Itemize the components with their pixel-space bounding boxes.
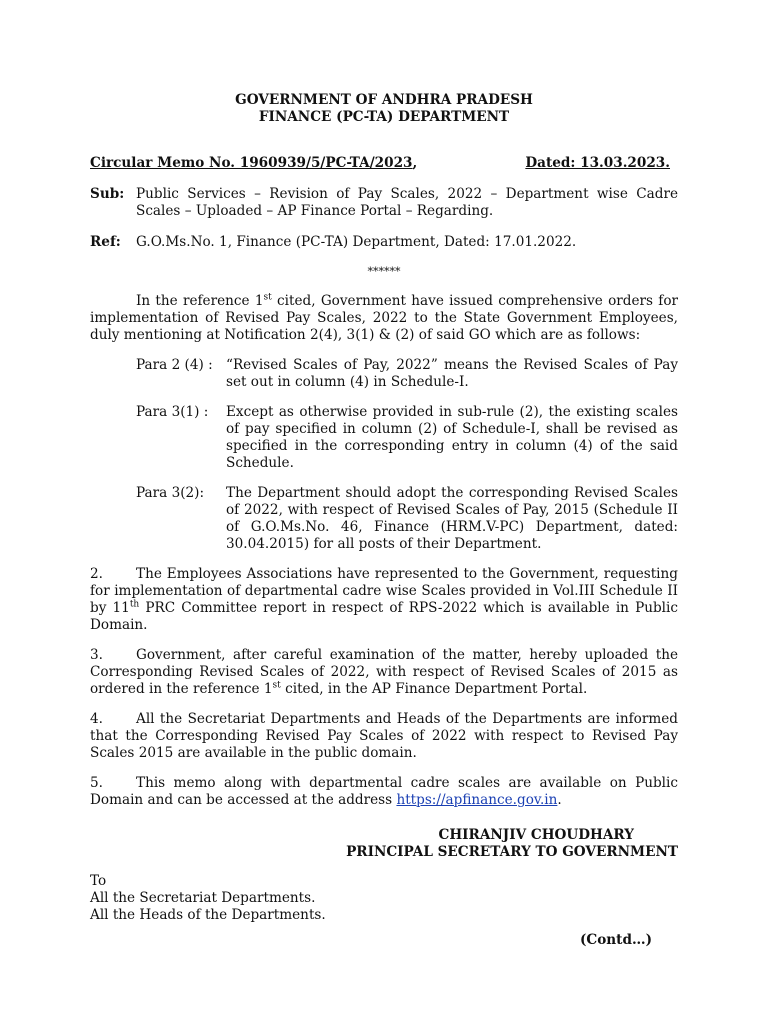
continued-marker: (Contd…)	[579, 932, 652, 948]
recipient-line: All the Heads of the Departments.	[90, 907, 326, 923]
recipient-line: All the Secretariat Departments.	[90, 890, 316, 906]
point-3-sup: st	[272, 680, 281, 691]
point-3-text-1: Government, after careful examination of the matter, hereby uploaded the Corresponding Revised Scales of 2022, with respect of Revised Scales of 2015 as ordered in the reference 1	[90, 647, 678, 697]
recipients-to: To	[90, 873, 107, 889]
intro-text-2: cited, Government have issued comprehensive orders for implementation of Revised Pay Scales, 2022 to the State Government Employees, duly mentioning at Notification 2(4), 3(1) & (2) of said GO which are as follows:	[90, 293, 679, 343]
point-number: 3.	[90, 647, 103, 663]
point-5-text-2: .	[557, 792, 562, 808]
point-number: 4.	[90, 711, 103, 727]
point-5	[90, 775, 678, 809]
point-number: 2.	[90, 566, 103, 582]
signatory-name: CHIRANJIV CHOUDHARY	[438, 827, 634, 843]
para-text: “Revised Scales of Pay, 2022” means the Revised Scales of Pay set out in column (4) in Schedule-I.	[226, 357, 678, 390]
reference-label: Ref:	[90, 234, 121, 250]
para-label: Para 3(1) :	[136, 404, 209, 420]
memo-date: Dated: 13.03.2023.	[525, 155, 670, 171]
memo-number-group	[90, 155, 417, 172]
subject-text: Public Services – Revision of Pay Scales, 2022 – Department wise Cadre Scales – Uploaded – AP Finance Portal – Regarding.	[136, 186, 678, 219]
memo-line	[90, 155, 678, 172]
point-3-text-2: cited, in the AP Finance Department Portal.	[280, 681, 588, 697]
point-2-text-2: PRC Committee report in respect of RPS-2022 which is available in Public Domain.	[90, 600, 678, 633]
para-item	[136, 357, 678, 391]
subject-row	[90, 186, 678, 220]
para-label: Para 3(2):	[136, 485, 205, 501]
intro-text-1: In the reference 1	[136, 293, 264, 309]
para-item	[136, 404, 678, 472]
memo-number: Circular Memo No. 1960939/5/PC-TA/2023	[90, 155, 413, 171]
para-text: Except as otherwise provided in sub-rule (2), the existing scales of pay specified in column (2) of Schedule-I, shall be revised as specified in the corresponding entry in column (4) of the said Schedule.	[226, 404, 678, 471]
para-label: Para 2 (4) :	[136, 357, 213, 373]
point-2-text-1: The Employees Associations have represented to the Government, requesting for implementation of departmental cadre wise Scales provided in Vol.III Schedule II by 11	[90, 566, 678, 616]
memo-number-suffix: ,	[412, 155, 418, 171]
point-number: 5.	[90, 775, 103, 791]
header-government: GOVERNMENT OF ANDHRA PRADESH	[235, 92, 533, 108]
reference-text: G.O.Ms.No. 1, Finance (PC-TA) Department, Dated: 17.01.2022.	[136, 234, 577, 250]
intro-paragraph	[90, 293, 678, 344]
point-5-text-1: This memo along with departmental cadre scales are available on Public Domain and can be accessed at the address	[90, 775, 678, 808]
signatory-title: PRINCIPAL SECRETARY TO GOVERNMENT	[346, 844, 678, 860]
para-text: The Department should adopt the corresponding Revised Scales of 2022, with respect of Revised Scales of Pay, 2015 (Schedule II of G.O.Ms.No. 46, Finance (HRM.V-PC) Department, dated: 30.04.2015) for all posts of their Department.	[226, 485, 678, 552]
reference-row	[90, 234, 678, 251]
point-2	[90, 566, 678, 634]
memo-document	[90, 92, 678, 949]
apfinance-link[interactable]: https://apfinance.gov.in	[396, 792, 558, 808]
separator: ******	[367, 265, 401, 278]
recipients-block	[90, 873, 678, 924]
intro-sup: st	[263, 292, 272, 303]
subject-label: Sub:	[90, 186, 125, 202]
point-2-sup: th	[129, 599, 140, 610]
point-3	[90, 647, 678, 698]
point-4-text: All the Secretariat Departments and Heads of the Departments are informed that the Corresponding Revised Pay Scales of 2022 with respect to Revised Pay Scales 2015 are available in the public domain.	[90, 711, 678, 761]
header-department: FINANCE (PC-TA) DEPARTMENT	[258, 109, 510, 125]
signature-block	[90, 827, 678, 861]
para-item	[136, 485, 678, 553]
point-4	[90, 711, 678, 762]
